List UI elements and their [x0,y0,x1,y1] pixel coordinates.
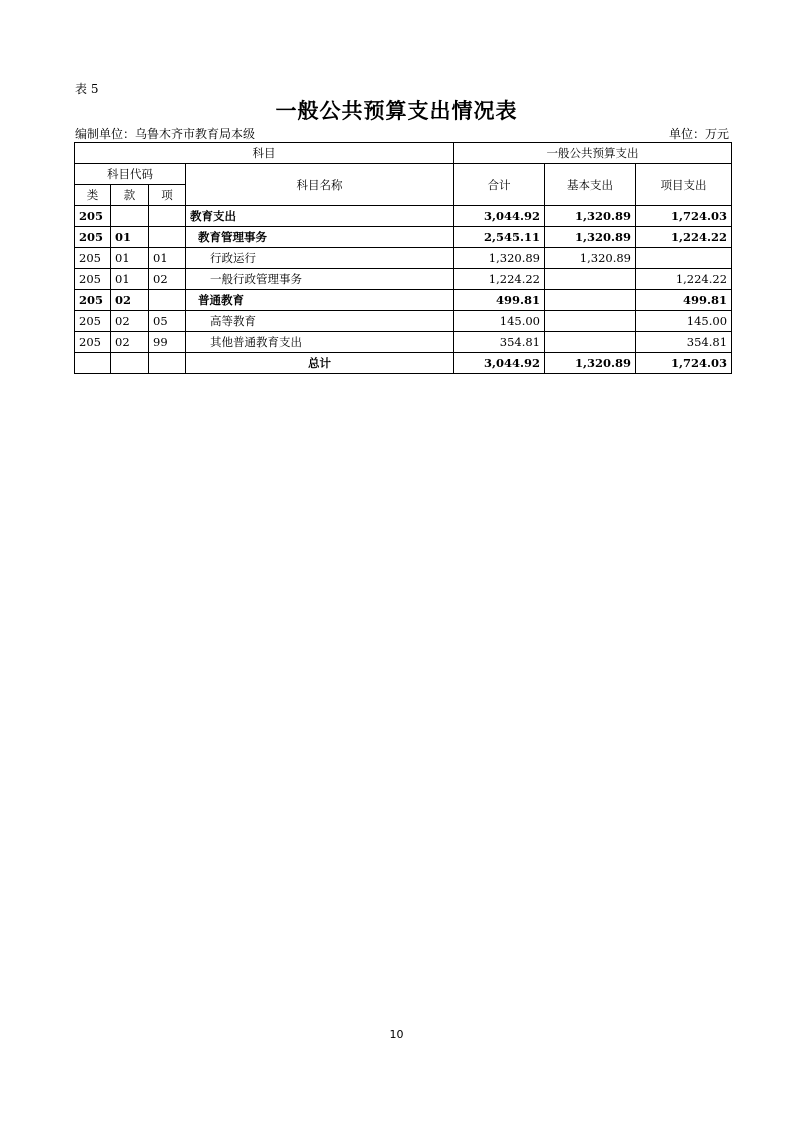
cell-basic: 1,320.89 [545,206,636,227]
header-basic: 基本支出 [545,164,636,206]
cell-total: 354.81 [454,332,545,353]
cell-kuan: 02 [111,290,149,311]
totals-row [75,353,732,374]
cell-xiang: 05 [149,311,186,332]
cell-project: 1,724.03 [636,206,732,227]
cell-name: 一般行政管理事务 [186,269,454,290]
header-total: 合计 [454,164,545,206]
cell-lei: 205 [75,332,111,353]
page-number: 10 [389,1028,404,1041]
cell-kuan: 01 [111,227,149,248]
cell-name: 其他普通教育支出 [186,332,454,353]
cell-total: 3,044.92 [454,206,545,227]
cell-xiang: 02 [149,269,186,290]
cell-total: 2,545.11 [454,227,545,248]
cell-lei: 205 [75,290,111,311]
header-xiang: 项 [149,185,186,206]
cell-total: 1,224.22 [454,269,545,290]
cell-total: 499.81 [454,290,545,311]
cell-name: 教育管理事务 [186,227,454,248]
header-subject: 科目 [75,143,454,164]
totals-total: 3,044.92 [454,353,545,374]
cell-basic: 1,320.89 [545,248,636,269]
cell-xiang [149,353,186,374]
cell-project: 499.81 [636,290,732,311]
cell-kuan: 01 [111,269,149,290]
budget-table [74,142,732,374]
cell-lei [75,353,111,374]
cell-project: 145.00 [636,311,732,332]
table-row [75,332,732,353]
header-lei: 类 [75,185,111,206]
cell-kuan [111,206,149,227]
cell-lei: 205 [75,206,111,227]
header-code: 科目代码 [75,164,186,185]
cell-lei: 205 [75,248,111,269]
totals-basic: 1,320.89 [545,353,636,374]
cell-total: 145.00 [454,311,545,332]
totals-project: 1,724.03 [636,353,732,374]
cell-basic: 1,320.89 [545,227,636,248]
table-number: 表 5 [75,82,99,96]
cell-kuan: 01 [111,248,149,269]
table-row [75,248,732,269]
cell-kuan: 02 [111,311,149,332]
cell-xiang [149,206,186,227]
cell-xiang [149,227,186,248]
cell-name: 教育支出 [186,206,454,227]
cell-project: 1,224.22 [636,227,732,248]
header-name: 科目名称 [186,164,454,206]
cell-xiang: 99 [149,332,186,353]
cell-xiang [149,290,186,311]
header-budget: 一般公共预算支出 [454,143,732,164]
cell-lei: 205 [75,311,111,332]
cell-basic [545,269,636,290]
cell-project: 1,224.22 [636,269,732,290]
cell-project [636,248,732,269]
table-row [75,206,732,227]
cell-basic [545,311,636,332]
page-title: 一般公共预算支出情况表 [275,98,518,123]
cell-project: 354.81 [636,332,732,353]
table-row [75,311,732,332]
cell-name: 行政运行 [186,248,454,269]
cell-name: 普通教育 [186,290,454,311]
cell-basic [545,332,636,353]
cell-lei: 205 [75,227,111,248]
header-project: 项目支出 [636,164,732,206]
cell-kuan [111,353,149,374]
currency-unit: 单位：万元 [668,127,729,141]
cell-total: 1,320.89 [454,248,545,269]
cell-basic [545,290,636,311]
cell-xiang: 01 [149,248,186,269]
table-row [75,290,732,311]
cell-name: 高等教育 [186,311,454,332]
table-row [75,269,732,290]
totals-label: 总计 [186,353,454,374]
compiling-unit: 编制单位：乌鲁木齐市教育局本级 [75,127,256,141]
header-kuan: 款 [111,185,149,206]
cell-kuan: 02 [111,332,149,353]
cell-lei: 205 [75,269,111,290]
table-row [75,227,732,248]
